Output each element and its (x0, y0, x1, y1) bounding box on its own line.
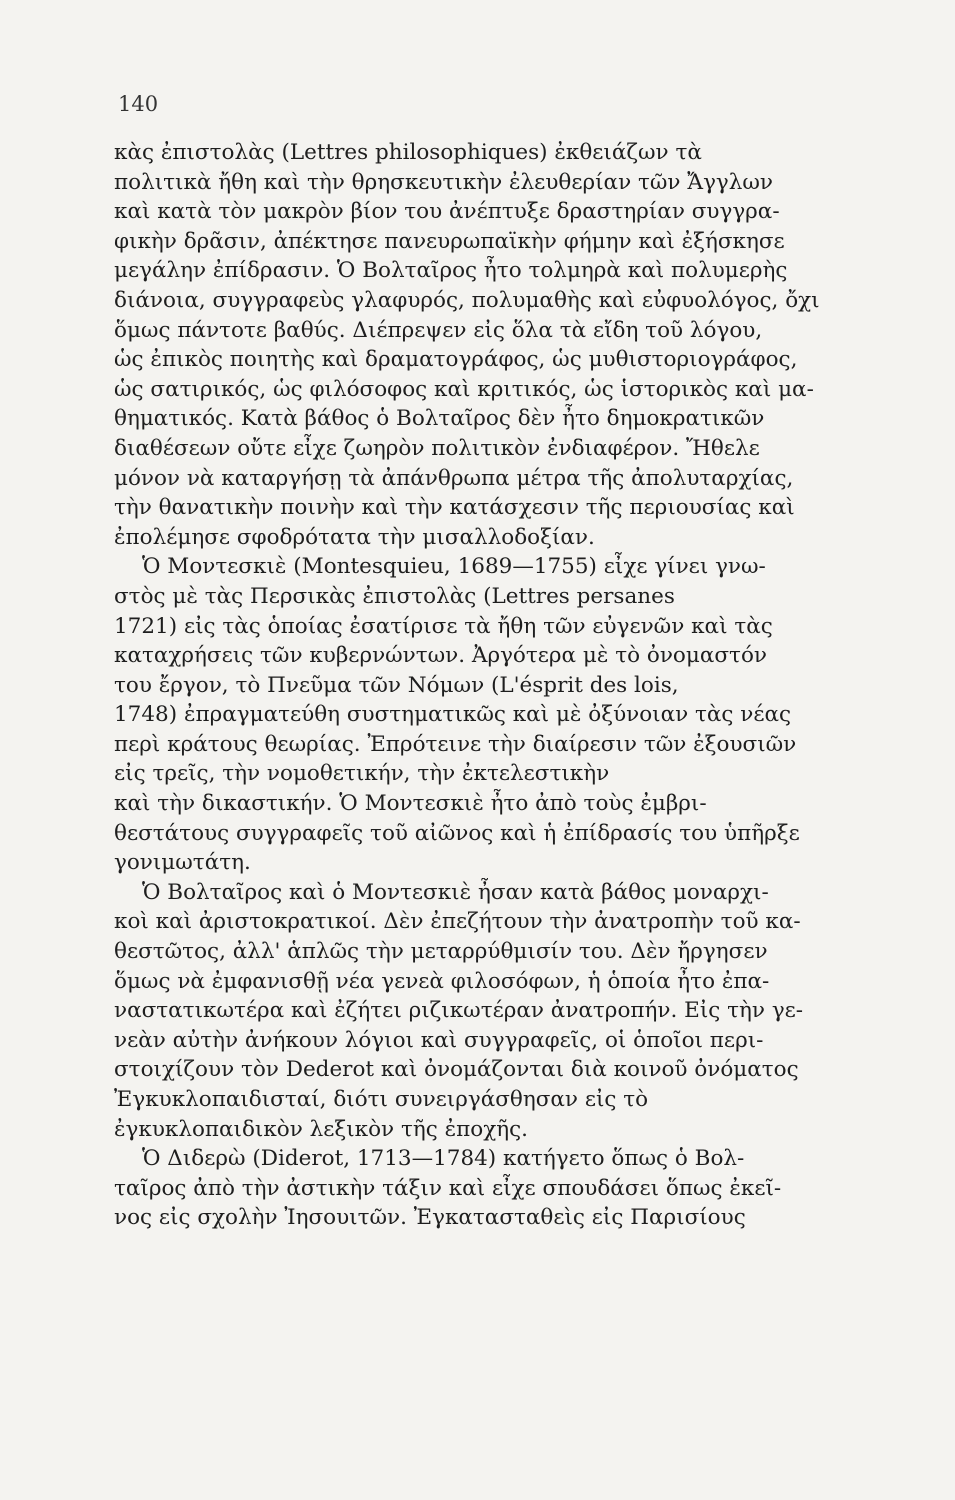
text-line: διάνοια, συγγραφεὺς γλαφυρός, πολυμαθὴς καὶ εὐφυολόγος, ὄχι (114, 287, 820, 313)
text-line: τὴν θανατικὴν ποινὴν καὶ τὴν κατάσχεσιν τῆς περιουσίας καὶ (114, 495, 795, 521)
text-line: κοὶ καὶ ἀριστοκρατικοί. Δὲν ἐπεζήτουν τὴν ἀνατροπὴν τοῦ κα- (114, 909, 801, 935)
text-line: 1721) εἰς τὰς ὁποίας ἐσατίρισε τὰ ἤθη τῶν εὐγενῶν καὶ τὰς (114, 613, 773, 639)
text-line: διαθέσεων οὔτε εἶχε ζωηρὸν πολιτικὸν ἐνδιαφέρον. Ἤθελε (114, 435, 760, 461)
text-line: ἐπολέμησε σφοδρότατα τὴν μισαλλοδοξίαν. (114, 524, 595, 550)
page-number: 140 (118, 92, 159, 116)
text-line: Ὁ Διδερὼ (Diderot, 1713—1784) κατήγετο ὅπως ὁ Βολ- (142, 1146, 745, 1172)
paragraph-encyclopedists (114, 878, 854, 1144)
text-line: Ὁ Μοντεσκιὲ (Montesquieu, 1689—1755) εἶχε γίνει γνω- (142, 554, 766, 580)
text-line: γονιμωτάτη. (114, 850, 251, 876)
text-line: μόνον νὰ καταργήσῃ τὰ ἀπάνθρωπα μέτρα τῆς ἀπολυταρχίας, (114, 465, 794, 491)
text-line: στὸς μὲ τὰς Περσικὰς ἐπιστολὰς (Lettres persanes (114, 583, 675, 609)
text-line: μεγάλην ἐπίδρασιν. Ὁ Βολταῖρος ἦτο τολμηρὰ καὶ πολυμερὴς (114, 258, 788, 284)
text-line: ὅμως πάντοτε βαθύς. Διέπρεψεν εἰς ὅλα τὰ εἴδη τοῦ λόγου, (114, 317, 763, 343)
text-line: εἰς τρεῖς, τὴν νομοθετικήν, τὴν ἐκτελεστικὴν (114, 761, 610, 787)
text-line: κὰς ἐπιστολὰς (Lettres philosophiques) ἐκθειάζων τὰ (114, 140, 702, 165)
text-line: ὡς ἐπικὸς ποιητὴς καὶ δραματογράφος, ὡς μυθιστοριογράφος, (114, 347, 798, 373)
text-line: ναστατικωτέρα καὶ ἐζήτει ριζικωτέραν ἀνατροπήν. Εἰς τὴν γε- (114, 998, 804, 1024)
text-line: νος εἰς σχολὴν Ἰησουιτῶν. Ἐγκατασταθεὶς εἰς Παρισίους (114, 1205, 746, 1231)
text-line: θεστῶτος, ἀλλ' ἁπλῶς τὴν μεταρρύθμισίν του. Δὲν ἤργησεν (114, 939, 768, 965)
text-line: περὶ κράτους θεωρίας. Ἐπρότεινε τὴν διαίρεσιν τῶν ἐξουσιῶν (114, 731, 797, 757)
text-line: 1748) ἐπραγματεύθη συστηματικῶς καὶ μὲ ὀξύνοιαν τὰς νέας (114, 702, 792, 728)
body-text (114, 138, 854, 1233)
text-line: πολιτικὰ ἤθη καὶ τὴν θρησκευτικὴν ἐλευθερίαν τῶν Ἄγγλων (114, 169, 774, 195)
text-line: καὶ τὴν δικαστικήν. Ὁ Μοντεσκιὲ ἦτο ἀπὸ τοὺς ἐμβρι- (114, 791, 707, 817)
text-line: ἐγκυκλοπαιδικὸν λεξικὸν τῆς ἐποχῆς. (114, 1116, 529, 1142)
text-line: Ἐγκυκλοπαιδισταί, διότι συνειργάσθησαν εἰς τὸ (114, 1087, 649, 1112)
text-line: φικὴν δρᾶσιν, ἀπέκτησε πανευρωπαϊκὴν φήμην καὶ ἐξήσκησε (114, 228, 785, 254)
text-line: νεὰν αὐτὴν ἀνήκουν λόγιοι καὶ συγγραφεῖς, οἱ ὁποῖοι περι- (114, 1027, 764, 1053)
text-line: καὶ κατὰ τὸν μακρὸν βίον του ἀνέπτυξε δραστηρίαν συγγρα- (114, 199, 780, 225)
text-line: του ἔργον, τὸ Πνεῦμα τῶν Νόμων (L'ésprit des lois, (114, 672, 679, 698)
paragraph-diderot (114, 1144, 854, 1233)
paragraph-montesquieu (114, 552, 854, 878)
paragraph-voltaire (114, 138, 854, 552)
text-line: Ὁ Βολταῖρος καὶ ὁ Μοντεσκιὲ ἦσαν κατὰ βάθος μοναρχι- (142, 879, 769, 905)
text-line: θηματικός. Κατὰ βάθος ὁ Βολταῖρος δὲν ἦτο δημοκρατικῶν (114, 406, 765, 432)
text-line: καταχρήσεις τῶν κυβερνώντων. Ἀργότερα μὲ τὸ ὀνομαστόν (114, 643, 767, 669)
text-line: ὡς σατιρικός, ὡς φιλόσοφος καὶ κριτικός, ὡς ἱστορικὸς καὶ μα- (114, 376, 814, 402)
text-line: ταῖρος ἀπὸ τὴν ἀστικὴν τάξιν καὶ εἶχε σπουδάσει ὅπως ἐκεῖ- (114, 1175, 782, 1201)
text-line: στοιχίζουν τὸν Dederot καὶ ὀνομάζονται διὰ κοινοῦ ὀνόματος (114, 1057, 799, 1083)
text-line: θεστάτους συγγραφεῖς τοῦ αἰῶνος καὶ ἡ ἐπίδρασίς του ὑπῆρξε (114, 820, 800, 846)
text-line: ὅμως νὰ ἐμφανισθῇ νέα γενεὰ φιλοσόφων, ἡ ὁποία ἦτο ἐπα- (114, 968, 770, 994)
